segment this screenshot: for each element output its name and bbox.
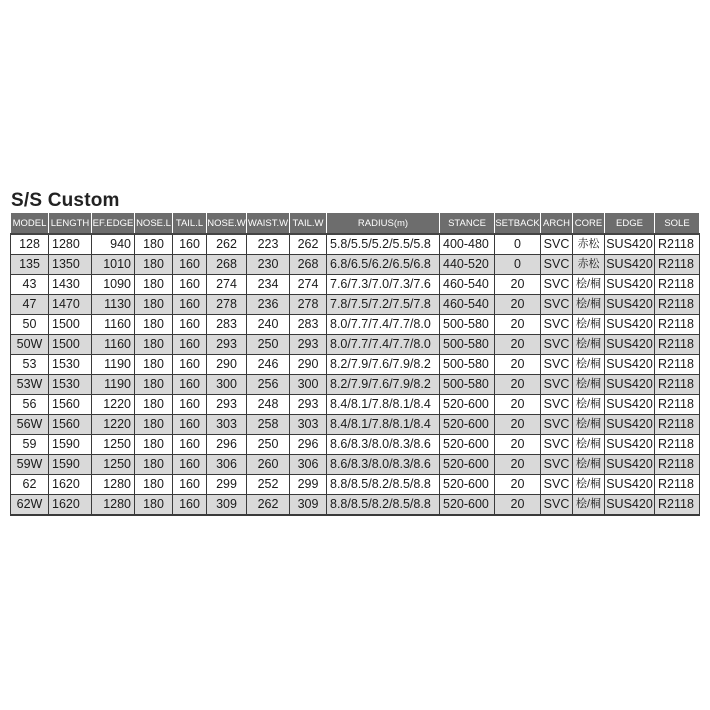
cell-model: 62W bbox=[11, 495, 49, 516]
cell-tail-w: 293 bbox=[290, 395, 327, 415]
cell-tail-w: 296 bbox=[290, 435, 327, 455]
cell-sole: R2118 bbox=[655, 375, 700, 395]
cell-stance: 460-540 bbox=[440, 295, 495, 315]
cell-sole: R2118 bbox=[655, 315, 700, 335]
cell-sole: R2118 bbox=[655, 295, 700, 315]
cell-tail-l: 160 bbox=[173, 315, 207, 335]
cell-waist-w: 252 bbox=[247, 475, 290, 495]
cell-core: 桧/桐 bbox=[573, 275, 605, 295]
table-row bbox=[11, 234, 700, 255]
cell-core: 桧/桐 bbox=[573, 295, 605, 315]
table-row bbox=[11, 375, 700, 395]
cell-stance: 500-580 bbox=[440, 315, 495, 335]
cell-arch: SVC bbox=[541, 475, 573, 495]
column-header-core: CORE bbox=[573, 213, 605, 235]
table-row bbox=[11, 335, 700, 355]
cell-stance: 520-600 bbox=[440, 455, 495, 475]
cell-edge: SUS420 bbox=[605, 275, 655, 295]
cell-tail-l: 160 bbox=[173, 395, 207, 415]
cell-core: 赤松 bbox=[573, 255, 605, 275]
cell-tail-w: 290 bbox=[290, 355, 327, 375]
cell-setback: 0 bbox=[495, 234, 541, 255]
cell-waist-w: 248 bbox=[247, 395, 290, 415]
cell-core: 桧/桐 bbox=[573, 495, 605, 516]
cell-waist-w: 258 bbox=[247, 415, 290, 435]
column-header-radius: RADIUS(m) bbox=[327, 213, 440, 235]
column-header-nose-w: NOSE.W bbox=[207, 213, 247, 235]
cell-nose-w: 262 bbox=[207, 234, 247, 255]
cell-tail-w: 303 bbox=[290, 415, 327, 435]
column-header-sole: SOLE bbox=[655, 213, 700, 235]
cell-stance: 520-600 bbox=[440, 475, 495, 495]
cell-setback: 20 bbox=[495, 275, 541, 295]
cell-arch: SVC bbox=[541, 295, 573, 315]
cell-sole: R2118 bbox=[655, 415, 700, 435]
cell-sole: R2118 bbox=[655, 234, 700, 255]
cell-sole: R2118 bbox=[655, 355, 700, 375]
table-row bbox=[11, 255, 700, 275]
cell-core: 赤松 bbox=[573, 234, 605, 255]
cell-core: 桧/桐 bbox=[573, 335, 605, 355]
cell-arch: SVC bbox=[541, 435, 573, 455]
cell-radius: 8.8/8.5/8.2/8.5/8.8 bbox=[327, 475, 440, 495]
cell-setback: 20 bbox=[495, 395, 541, 415]
cell-arch: SVC bbox=[541, 395, 573, 415]
cell-length: 1530 bbox=[49, 375, 92, 395]
cell-nose-l: 180 bbox=[135, 375, 173, 395]
cell-waist-w: 223 bbox=[247, 234, 290, 255]
cell-stance: 520-600 bbox=[440, 435, 495, 455]
cell-stance: 440-520 bbox=[440, 255, 495, 275]
cell-edge: SUS420 bbox=[605, 475, 655, 495]
cell-edge: SUS420 bbox=[605, 495, 655, 516]
cell-edge: SUS420 bbox=[605, 395, 655, 415]
cell-nose-l: 180 bbox=[135, 495, 173, 516]
cell-tail-l: 160 bbox=[173, 495, 207, 516]
cell-setback: 20 bbox=[495, 335, 541, 355]
cell-nose-w: 296 bbox=[207, 435, 247, 455]
cell-stance: 520-600 bbox=[440, 495, 495, 516]
cell-stance: 400-480 bbox=[440, 234, 495, 255]
cell-tail-w: 299 bbox=[290, 475, 327, 495]
cell-arch: SVC bbox=[541, 355, 573, 375]
cell-nose-w: 290 bbox=[207, 355, 247, 375]
cell-radius: 8.2/7.9/7.6/7.9/8.2 bbox=[327, 355, 440, 375]
cell-edge: SUS420 bbox=[605, 315, 655, 335]
cell-model: 128 bbox=[11, 234, 49, 255]
cell-stance: 500-580 bbox=[440, 335, 495, 355]
cell-waist-w: 234 bbox=[247, 275, 290, 295]
column-header-length: LENGTH bbox=[49, 213, 92, 235]
cell-model: 56 bbox=[11, 395, 49, 415]
cell-model: 53 bbox=[11, 355, 49, 375]
cell-radius: 8.4/8.1/7.8/8.1/8.4 bbox=[327, 395, 440, 415]
cell-tail-l: 160 bbox=[173, 435, 207, 455]
cell-ef-edge: 1280 bbox=[92, 475, 135, 495]
cell-tail-w: 309 bbox=[290, 495, 327, 516]
cell-model: 59W bbox=[11, 455, 49, 475]
cell-ef-edge: 1010 bbox=[92, 255, 135, 275]
cell-sole: R2118 bbox=[655, 495, 700, 516]
cell-waist-w: 262 bbox=[247, 495, 290, 516]
cell-nose-w: 293 bbox=[207, 395, 247, 415]
cell-nose-l: 180 bbox=[135, 335, 173, 355]
cell-stance: 520-600 bbox=[440, 395, 495, 415]
cell-nose-l: 180 bbox=[135, 234, 173, 255]
table-body bbox=[11, 234, 700, 515]
cell-arch: SVC bbox=[541, 455, 573, 475]
cell-waist-w: 246 bbox=[247, 355, 290, 375]
cell-waist-w: 240 bbox=[247, 315, 290, 335]
table-row bbox=[11, 435, 700, 455]
cell-radius: 8.4/8.1/7.8/8.1/8.4 bbox=[327, 415, 440, 435]
cell-tail-l: 160 bbox=[173, 455, 207, 475]
cell-waist-w: 250 bbox=[247, 335, 290, 355]
cell-nose-w: 300 bbox=[207, 375, 247, 395]
cell-arch: SVC bbox=[541, 415, 573, 435]
cell-sole: R2118 bbox=[655, 475, 700, 495]
cell-nose-w: 303 bbox=[207, 415, 247, 435]
cell-nose-l: 180 bbox=[135, 475, 173, 495]
cell-core: 桧/桐 bbox=[573, 415, 605, 435]
cell-setback: 20 bbox=[495, 455, 541, 475]
cell-length: 1470 bbox=[49, 295, 92, 315]
cell-length: 1280 bbox=[49, 234, 92, 255]
cell-tail-l: 160 bbox=[173, 335, 207, 355]
cell-radius: 7.6/7.3/7.0/7.3/7.6 bbox=[327, 275, 440, 295]
cell-core: 桧/桐 bbox=[573, 455, 605, 475]
cell-sole: R2118 bbox=[655, 455, 700, 475]
cell-nose-l: 180 bbox=[135, 275, 173, 295]
cell-length: 1530 bbox=[49, 355, 92, 375]
cell-stance: 520-600 bbox=[440, 415, 495, 435]
cell-length: 1590 bbox=[49, 435, 92, 455]
cell-core: 桧/桐 bbox=[573, 435, 605, 455]
cell-ef-edge: 1090 bbox=[92, 275, 135, 295]
cell-radius: 8.0/7.7/7.4/7.7/8.0 bbox=[327, 335, 440, 355]
cell-edge: SUS420 bbox=[605, 435, 655, 455]
column-header-waist-w: WAIST.W bbox=[247, 213, 290, 235]
cell-length: 1350 bbox=[49, 255, 92, 275]
cell-ef-edge: 1160 bbox=[92, 335, 135, 355]
cell-tail-l: 160 bbox=[173, 275, 207, 295]
cell-edge: SUS420 bbox=[605, 355, 655, 375]
cell-tail-w: 306 bbox=[290, 455, 327, 475]
cell-ef-edge: 1190 bbox=[92, 355, 135, 375]
cell-radius: 8.6/8.3/8.0/8.3/8.6 bbox=[327, 435, 440, 455]
cell-setback: 20 bbox=[495, 495, 541, 516]
cell-radius: 6.8/6.5/6.2/6.5/6.8 bbox=[327, 255, 440, 275]
cell-radius: 8.2/7.9/7.6/7.9/8.2 bbox=[327, 375, 440, 395]
cell-model: 47 bbox=[11, 295, 49, 315]
cell-sole: R2118 bbox=[655, 435, 700, 455]
cell-nose-l: 180 bbox=[135, 255, 173, 275]
spec-table bbox=[10, 212, 700, 516]
cell-nose-w: 278 bbox=[207, 295, 247, 315]
table-row bbox=[11, 455, 700, 475]
cell-radius: 8.6/8.3/8.0/8.3/8.6 bbox=[327, 455, 440, 475]
cell-sole: R2118 bbox=[655, 255, 700, 275]
cell-tail-l: 160 bbox=[173, 355, 207, 375]
cell-nose-w: 293 bbox=[207, 335, 247, 355]
cell-length: 1590 bbox=[49, 455, 92, 475]
cell-edge: SUS420 bbox=[605, 234, 655, 255]
cell-model: 135 bbox=[11, 255, 49, 275]
cell-sole: R2118 bbox=[655, 335, 700, 355]
cell-core: 桧/桐 bbox=[573, 355, 605, 375]
cell-edge: SUS420 bbox=[605, 335, 655, 355]
column-header-stance: STANCE bbox=[440, 213, 495, 235]
cell-model: 50 bbox=[11, 315, 49, 335]
table-row bbox=[11, 395, 700, 415]
cell-tail-w: 278 bbox=[290, 295, 327, 315]
cell-nose-w: 283 bbox=[207, 315, 247, 335]
cell-edge: SUS420 bbox=[605, 295, 655, 315]
cell-model: 56W bbox=[11, 415, 49, 435]
column-header-arch: ARCH bbox=[541, 213, 573, 235]
cell-core: 桧/桐 bbox=[573, 315, 605, 335]
cell-nose-l: 180 bbox=[135, 355, 173, 375]
cell-tail-l: 160 bbox=[173, 295, 207, 315]
cell-nose-l: 180 bbox=[135, 435, 173, 455]
table-row bbox=[11, 295, 700, 315]
cell-nose-l: 180 bbox=[135, 395, 173, 415]
cell-arch: SVC bbox=[541, 255, 573, 275]
cell-waist-w: 250 bbox=[247, 435, 290, 455]
cell-model: 59 bbox=[11, 435, 49, 455]
cell-tail-w: 262 bbox=[290, 234, 327, 255]
cell-stance: 500-580 bbox=[440, 355, 495, 375]
cell-ef-edge: 1220 bbox=[92, 395, 135, 415]
cell-ef-edge: 1160 bbox=[92, 315, 135, 335]
cell-length: 1560 bbox=[49, 415, 92, 435]
cell-arch: SVC bbox=[541, 335, 573, 355]
column-header-edge: EDGE bbox=[605, 213, 655, 235]
cell-sole: R2118 bbox=[655, 275, 700, 295]
column-header-setback: SETBACK bbox=[495, 213, 541, 235]
cell-arch: SVC bbox=[541, 234, 573, 255]
cell-waist-w: 236 bbox=[247, 295, 290, 315]
cell-radius: 5.8/5.5/5.2/5.5/5.8 bbox=[327, 234, 440, 255]
cell-setback: 20 bbox=[495, 475, 541, 495]
cell-length: 1500 bbox=[49, 335, 92, 355]
cell-arch: SVC bbox=[541, 375, 573, 395]
table-row bbox=[11, 315, 700, 335]
table-row bbox=[11, 495, 700, 516]
cell-tail-w: 293 bbox=[290, 335, 327, 355]
cell-radius: 8.0/7.7/7.4/7.7/8.0 bbox=[327, 315, 440, 335]
cell-edge: SUS420 bbox=[605, 455, 655, 475]
column-header-tail-l: TAIL.L bbox=[173, 213, 207, 235]
cell-tail-w: 274 bbox=[290, 275, 327, 295]
cell-length: 1500 bbox=[49, 315, 92, 335]
cell-tail-w: 300 bbox=[290, 375, 327, 395]
cell-radius: 8.8/8.5/8.2/8.5/8.8 bbox=[327, 495, 440, 516]
cell-model: 50W bbox=[11, 335, 49, 355]
cell-tail-l: 160 bbox=[173, 475, 207, 495]
cell-nose-l: 180 bbox=[135, 415, 173, 435]
cell-model: 62 bbox=[11, 475, 49, 495]
cell-stance: 500-580 bbox=[440, 375, 495, 395]
table-row bbox=[11, 355, 700, 375]
cell-nose-w: 274 bbox=[207, 275, 247, 295]
cell-arch: SVC bbox=[541, 315, 573, 335]
cell-model: 53W bbox=[11, 375, 49, 395]
cell-nose-w: 299 bbox=[207, 475, 247, 495]
cell-edge: SUS420 bbox=[605, 375, 655, 395]
cell-setback: 20 bbox=[495, 295, 541, 315]
cell-edge: SUS420 bbox=[605, 415, 655, 435]
cell-waist-w: 256 bbox=[247, 375, 290, 395]
cell-waist-w: 260 bbox=[247, 455, 290, 475]
cell-setback: 20 bbox=[495, 315, 541, 335]
cell-arch: SVC bbox=[541, 495, 573, 516]
cell-core: 桧/桐 bbox=[573, 395, 605, 415]
cell-tail-w: 268 bbox=[290, 255, 327, 275]
column-header-ef-edge: EF.EDGE bbox=[92, 213, 135, 235]
column-header-nose-l: NOSE.L bbox=[135, 213, 173, 235]
cell-setback: 20 bbox=[495, 375, 541, 395]
cell-length: 1620 bbox=[49, 495, 92, 516]
column-header-tail-w: TAIL.W bbox=[290, 213, 327, 235]
cell-stance: 460-540 bbox=[440, 275, 495, 295]
cell-ef-edge: 1250 bbox=[92, 455, 135, 475]
cell-core: 桧/桐 bbox=[573, 375, 605, 395]
cell-sole: R2118 bbox=[655, 395, 700, 415]
cell-tail-l: 160 bbox=[173, 375, 207, 395]
cell-core: 桧/桐 bbox=[573, 475, 605, 495]
cell-model: 43 bbox=[11, 275, 49, 295]
cell-tail-w: 283 bbox=[290, 315, 327, 335]
cell-setback: 20 bbox=[495, 355, 541, 375]
cell-tail-l: 160 bbox=[173, 255, 207, 275]
cell-radius: 7.8/7.5/7.2/7.5/7.8 bbox=[327, 295, 440, 315]
table-row bbox=[11, 275, 700, 295]
column-header-model: MODEL bbox=[11, 213, 49, 235]
table-row bbox=[11, 415, 700, 435]
cell-length: 1430 bbox=[49, 275, 92, 295]
cell-ef-edge: 1250 bbox=[92, 435, 135, 455]
cell-nose-l: 180 bbox=[135, 315, 173, 335]
header-row bbox=[11, 213, 700, 235]
cell-ef-edge: 1130 bbox=[92, 295, 135, 315]
cell-nose-l: 180 bbox=[135, 455, 173, 475]
cell-setback: 0 bbox=[495, 255, 541, 275]
cell-ef-edge: 1280 bbox=[92, 495, 135, 516]
cell-arch: SVC bbox=[541, 275, 573, 295]
cell-ef-edge: 1220 bbox=[92, 415, 135, 435]
cell-ef-edge: 1190 bbox=[92, 375, 135, 395]
cell-length: 1560 bbox=[49, 395, 92, 415]
table-row bbox=[11, 475, 700, 495]
cell-waist-w: 230 bbox=[247, 255, 290, 275]
page-title: S/S Custom bbox=[11, 190, 120, 211]
cell-length: 1620 bbox=[49, 475, 92, 495]
cell-setback: 20 bbox=[495, 435, 541, 455]
cell-nose-w: 309 bbox=[207, 495, 247, 516]
cell-setback: 20 bbox=[495, 415, 541, 435]
cell-nose-w: 306 bbox=[207, 455, 247, 475]
cell-nose-l: 180 bbox=[135, 295, 173, 315]
cell-nose-w: 268 bbox=[207, 255, 247, 275]
cell-edge: SUS420 bbox=[605, 255, 655, 275]
cell-tail-l: 160 bbox=[173, 234, 207, 255]
cell-ef-edge: 940 bbox=[92, 234, 135, 255]
cell-tail-l: 160 bbox=[173, 415, 207, 435]
